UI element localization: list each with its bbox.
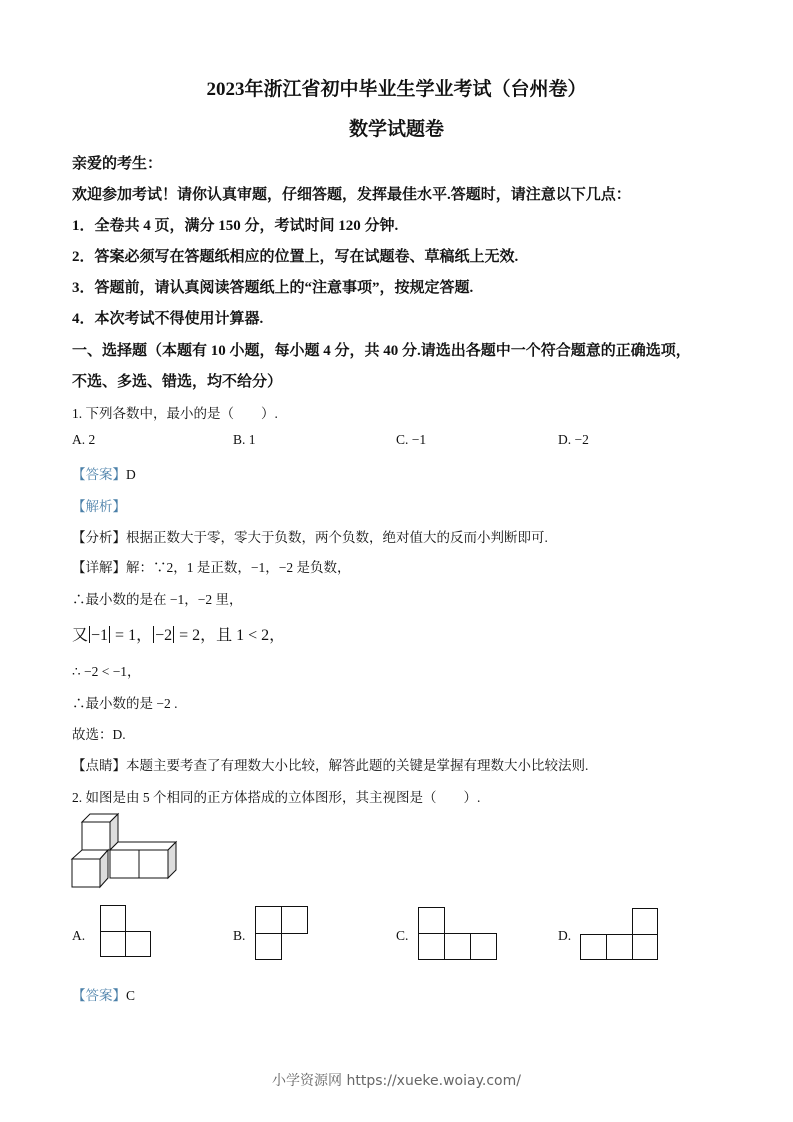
q2-option-c-figure xyxy=(418,907,498,961)
q1-option-b: B. 1 xyxy=(233,432,256,447)
q1-fenxi xyxy=(72,526,548,546)
q1-option-c: C. −1 xyxy=(396,432,427,447)
instruction-item-1: 1．全卷共 4 页，满分 150 分，考试时间 120 分钟. xyxy=(72,218,399,234)
q2-option-a-label: A. xyxy=(72,928,86,943)
q2-stem: 2. 如图是由 5 个相同的正方体搭成的立体图形，其主视图是（ ）. xyxy=(72,790,481,805)
q2-option-b-figure xyxy=(255,906,310,961)
xiangjie-text: 解：∵2，1 是正数，−1，−2 是负数， xyxy=(126,560,351,575)
fenxi-text: 根据正数大于零，零大于负数，两个负数，绝对值大的反而小判断即可. xyxy=(126,530,548,545)
exam-subtitle: 数学试题卷 xyxy=(348,119,444,140)
analysis-label: 【解析】 xyxy=(72,499,126,514)
q1-step3: ∴ −2 < −1， xyxy=(72,664,141,679)
q2-option-a-figure xyxy=(100,905,152,957)
q1-step5: 故选：D. xyxy=(72,727,126,742)
q1-option-a: A. 2 xyxy=(72,432,96,447)
fenxi-label: 【分析】 xyxy=(72,530,126,545)
instruction-item-2: 2．答案必须写在答题纸相应的位置上，写在试题卷、草稿纸上无效. xyxy=(72,249,519,265)
cube-figure xyxy=(70,812,180,892)
dianjing-label: 【点睛】 xyxy=(72,758,126,773)
dianjing-text: 本题主要考查了有理数大小比较，解答此题的关键是掌握有理数大小比较法则. xyxy=(126,758,589,773)
instruction-item-4: 4．本次考试不得使用计算器. xyxy=(72,311,264,327)
q1-answer xyxy=(72,463,136,483)
q1-step4: ∴最小数的是 −2 . xyxy=(72,696,178,711)
q2-option-c-label: C. xyxy=(396,928,409,943)
answer-value: C xyxy=(126,988,136,1003)
q2-option-d-label: D. xyxy=(558,928,572,943)
q2-option-b-label: B. xyxy=(233,928,246,943)
q2-answer xyxy=(72,984,135,1004)
q2-option-d-figure xyxy=(580,908,660,962)
instruction-item-3: 3．答题前，请认真阅读答题纸上的“注意事项”，按规定答题. xyxy=(72,280,474,296)
welcome-text: 欢迎参加考试！请你认真审题，仔细答题，发挥最佳水平.答题时，请注意以下几点： xyxy=(72,187,631,203)
answer-label: 【答案】 xyxy=(72,988,126,1003)
q1-step2: 又 −1 = 1， −2 = 2，且 1 < 2， xyxy=(72,627,286,644)
q1-stem: 1. 下列各数中，最小的是（ ）. xyxy=(72,406,278,421)
q1-step1: ∴最小数的是在 −1，−2 里， xyxy=(72,592,243,607)
xiangjie-label: 【详解】 xyxy=(72,560,126,575)
answer-label: 【答案】 xyxy=(72,467,126,482)
section-heading-line1: 一、选择题（本题有 10 小题，每小题 4 分，共 40 分.请选出各题中一个符合题意的正确选项， xyxy=(72,343,691,359)
q1-dianjing xyxy=(72,754,588,774)
q1-xiangjie xyxy=(72,556,350,576)
answer-value: D xyxy=(126,467,136,482)
q1-option-d: D. −2 xyxy=(558,432,589,447)
greeting: 亲爱的考生： xyxy=(72,156,163,172)
exam-title: 2023年浙江省初中毕业生学业考试（台州卷） xyxy=(206,79,587,100)
footer-watermark: 小学资源网 https://xueke.woiay.com/ xyxy=(272,1073,521,1089)
section-heading-line2: 不选、多选、错选，均不给分） xyxy=(72,374,283,390)
